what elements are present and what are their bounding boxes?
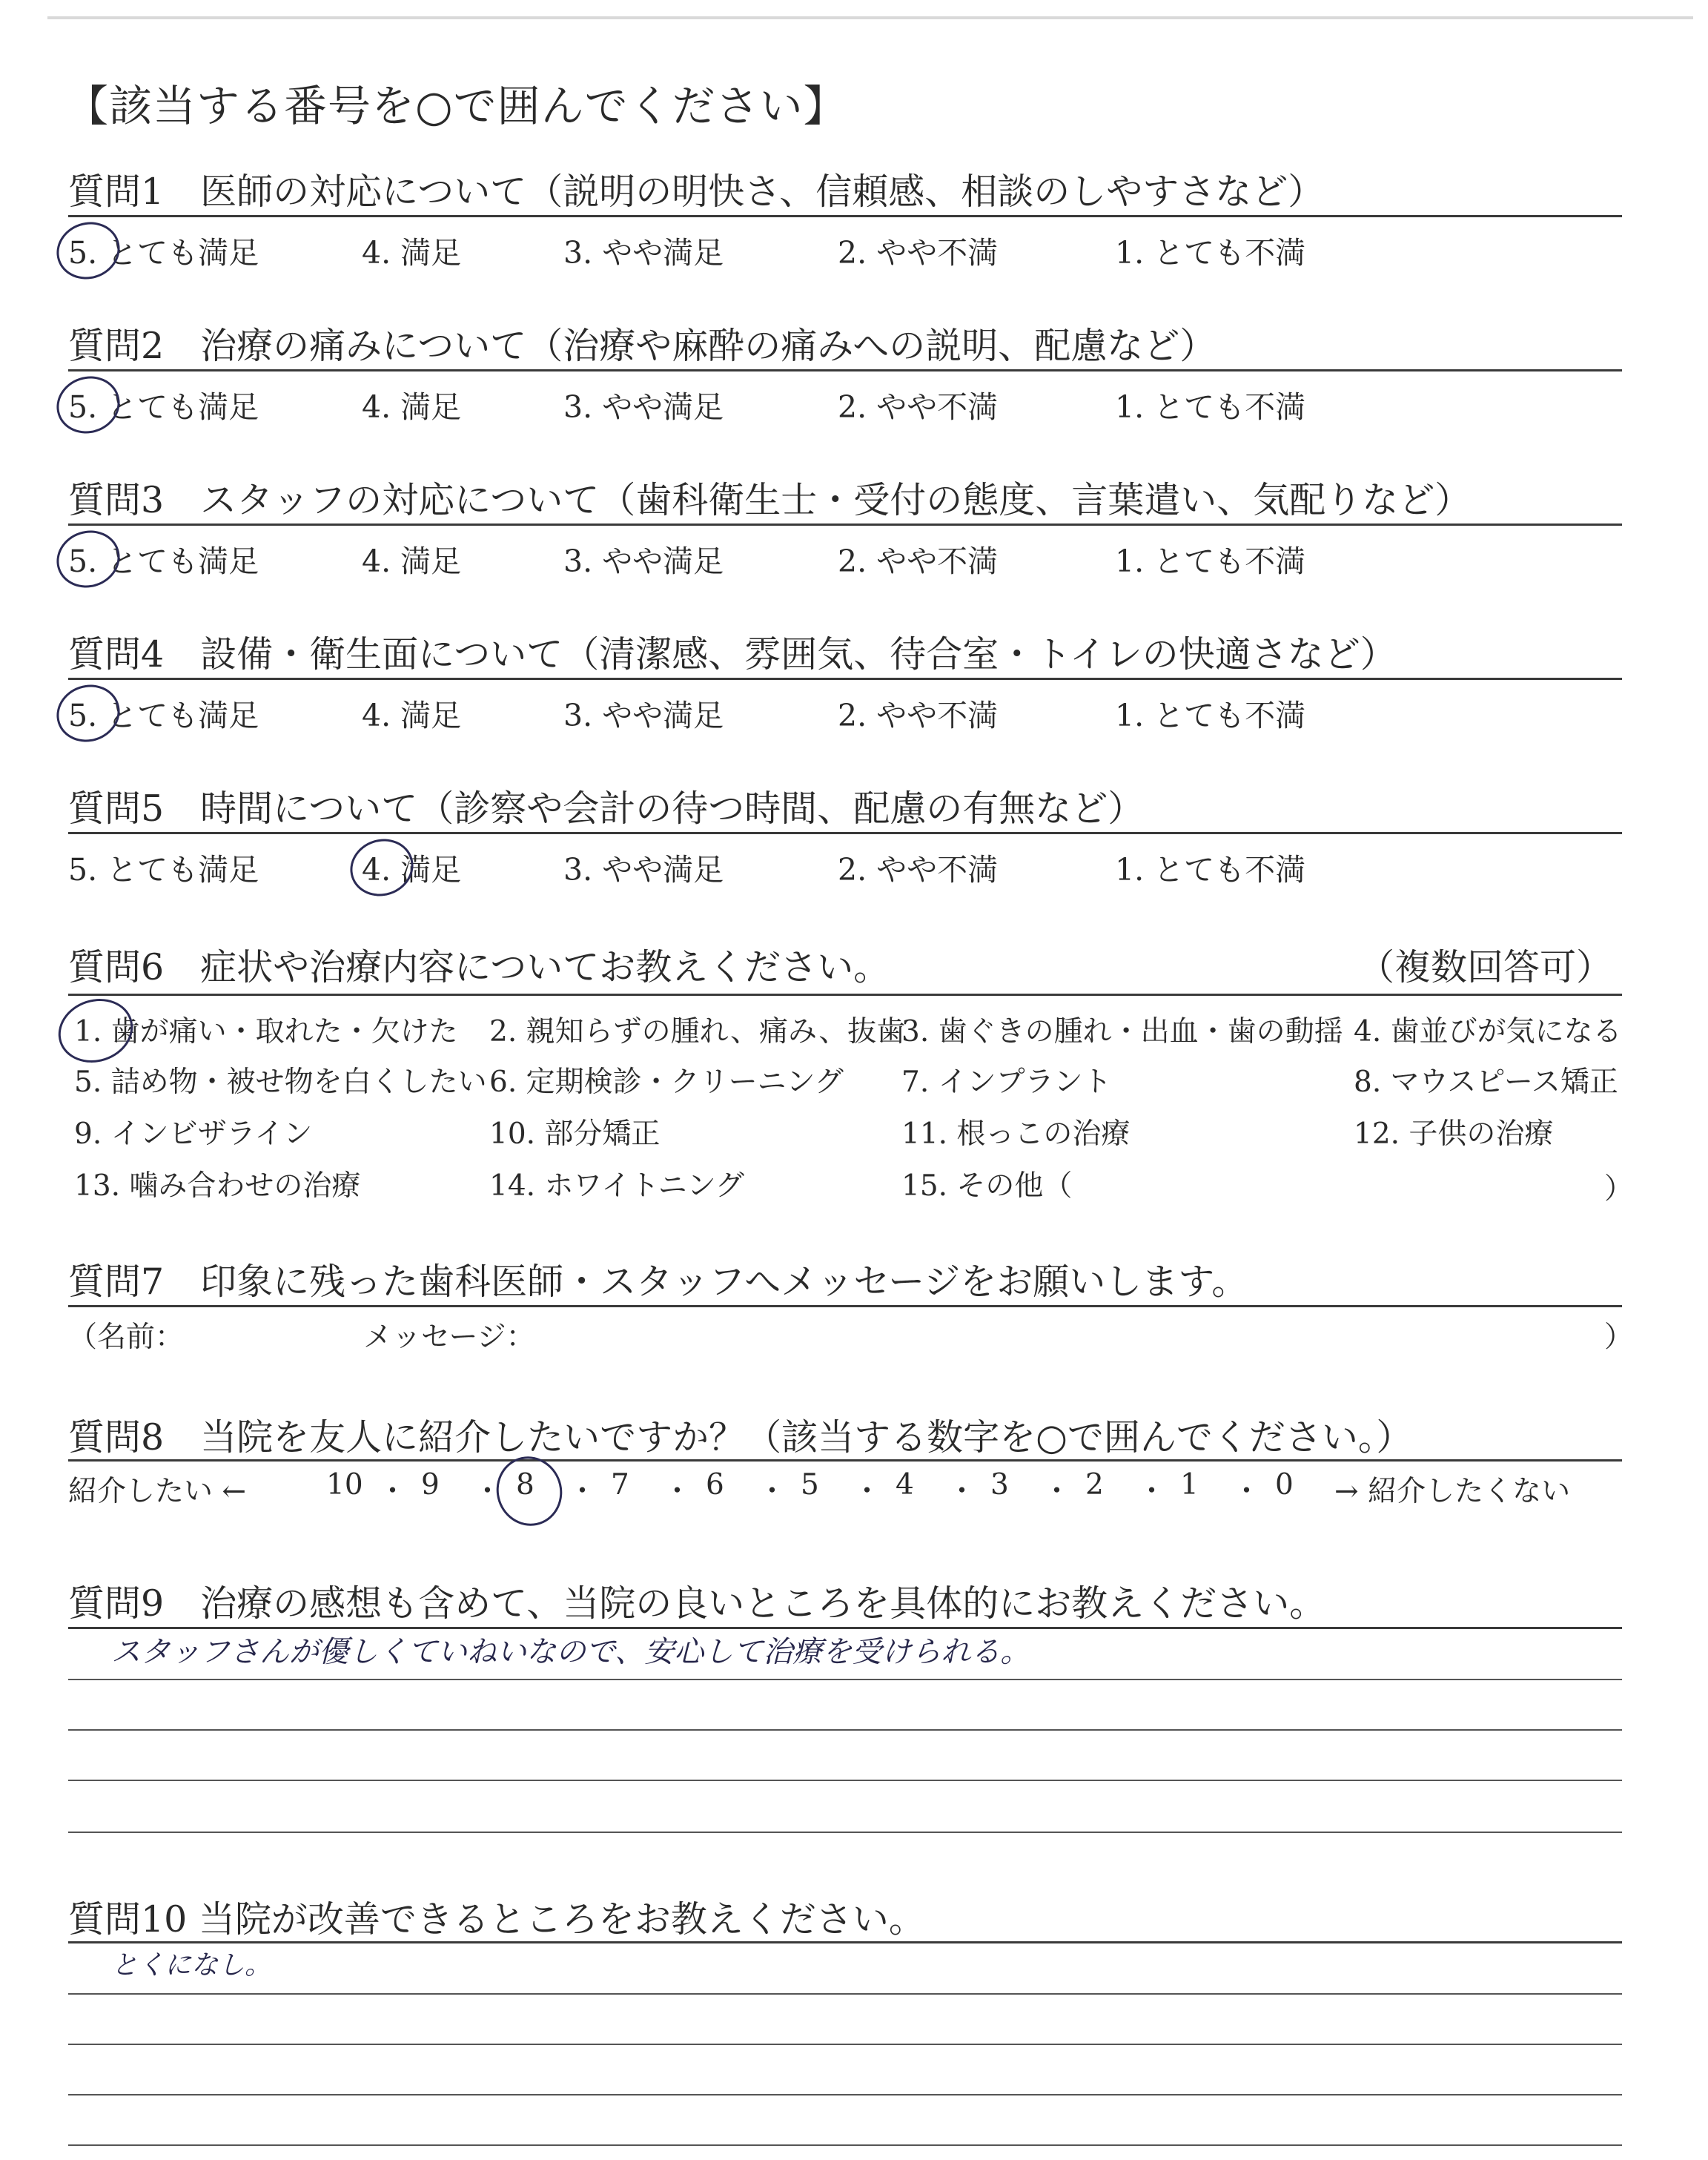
q2-handdrawn-circle [49,369,127,442]
q1-option-2[interactable]: 2. やや不満 [838,235,999,271]
q10-rule [68,1941,1622,1943]
q6-option-9[interactable]: 9. インビザライン [74,1117,313,1151]
q1-rule [68,215,1622,217]
q5-handdrawn-circle [342,831,420,905]
q6-option-4[interactable]: 4. 歯並びが気になる [1354,1015,1622,1048]
q4-handdrawn-circle [49,677,127,750]
q8-scale-5[interactable]: 5 [801,1468,819,1502]
q2-rule [68,369,1622,371]
q8-scale-separator: ・ [663,1475,692,1508]
q3-option-2[interactable]: 2. やや不満 [838,544,999,579]
q8-scale-separator: ・ [947,1475,977,1508]
q8-scale-1[interactable]: 1 [1180,1468,1199,1502]
q1-option-4[interactable]: 4. 満足 [362,235,462,271]
q9-writing-line [68,1679,1622,1680]
q6-rule [68,994,1622,996]
q6-option-10[interactable]: 10. 部分矯正 [489,1117,661,1151]
q7-close: ） [1604,1321,1634,1354]
q8-scale-3[interactable]: 3 [990,1468,1009,1502]
q3-handdrawn-circle [49,523,127,596]
q8-left-label: 紹介したい ← [68,1475,247,1508]
q5-option-3[interactable]: 3. やや満足 [563,852,724,888]
q5-option-1[interactable]: 1. とても不満 [1115,852,1306,888]
q1-handdrawn-circle [49,214,127,288]
q8-right-label: → 紹介したくない [1334,1475,1571,1508]
q8-scale-separator: ・ [378,1475,408,1508]
q6-option-8[interactable]: 8. マウスピース矯正 [1354,1066,1618,1099]
q6-option-11[interactable]: 11. 根っこの治療 [901,1117,1131,1151]
q2-option-4[interactable]: 4. 満足 [362,389,462,425]
q6-option-14[interactable]: 14. ホワイトニング [489,1169,744,1203]
q1-option-1[interactable]: 1. とても不満 [1115,235,1306,271]
q2-title: 質問2 治療の痛みについて（治療や麻酔の痛みへの説明、配慮など） [68,325,1217,367]
q5-option-5[interactable]: 5. とても満足 [68,852,259,888]
q8-scale-separator: ・ [473,1475,503,1508]
q3-option-4[interactable]: 4. 満足 [362,544,462,579]
q7-name-label: （名前： [68,1321,185,1354]
q6-option-13[interactable]: 13. 噛み合わせの治療 [74,1169,361,1203]
q6-option-12[interactable]: 12. 子供の治療 [1354,1117,1554,1151]
page-top-edge [47,16,1693,19]
q6-option-15[interactable]: 15. その他（ [901,1169,1073,1203]
q9-title: 質問9 治療の感想も含めて、当院の良いところを具体的にお教えください。 [68,1582,1326,1625]
q8-scale-separator: ・ [1137,1475,1167,1508]
q4-option-3[interactable]: 3. やや満足 [563,698,724,733]
q5-rule [68,832,1622,834]
q6-title: 質問6 症状や治療内容についてお教えください。 [68,946,890,988]
q3-rule [68,524,1622,526]
q6-option-2[interactable]: 2. 親知らずの腫れ、痛み、抜歯 [489,1015,906,1048]
q7-title: 質問7 印象に残った歯科医師・スタッフへメッセージをお願いします。 [68,1261,1248,1303]
q8-scale-2[interactable]: 2 [1085,1468,1104,1502]
q8-scale-separator: ・ [1232,1475,1262,1508]
q2-option-1[interactable]: 1. とても不満 [1115,389,1306,425]
q10-writing-line [68,2044,1622,2045]
q8-scale-7[interactable]: 7 [611,1468,629,1502]
q3-option-1[interactable]: 1. とても不満 [1115,544,1306,579]
q10-writing-line [68,2094,1622,2095]
q8-scale-10[interactable]: 10 [326,1468,363,1502]
q8-scale-separator: ・ [568,1475,598,1508]
instruction-heading: 【該当する番号を○で囲んでください】 [65,81,847,131]
q10-writing-line [68,1993,1622,1995]
q6-note: （複数回答可） [1358,946,1613,988]
q4-option-1[interactable]: 1. とても不満 [1115,698,1306,733]
q9-writing-line [68,1832,1622,1833]
q10-writing-line [68,2144,1622,2146]
q3-option-5[interactable]: 5. とても満足 [68,544,259,579]
q8-scale-6[interactable]: 6 [706,1468,724,1502]
q6-option-5[interactable]: 5. 詰め物・被せ物を白くしたい [74,1066,487,1099]
q4-option-5[interactable]: 5. とても満足 [68,698,259,733]
q2-option-3[interactable]: 3. やや満足 [563,389,724,425]
q6-option-7[interactable]: 7. インプラント [901,1066,1112,1099]
q5-title: 質問5 時間について（診察や会計の待つ時間、配慮の有無など） [68,787,1145,830]
q6-other-close: ） [1604,1172,1634,1206]
q5-option-4[interactable]: 4. 満足 [362,852,462,888]
q9-writing-line [68,1780,1622,1781]
q3-option-3[interactable]: 3. やや満足 [563,544,724,579]
q7-rule [68,1305,1622,1307]
q8-scale-separator: ・ [1042,1475,1072,1508]
q4-option-2[interactable]: 2. やや不満 [838,698,999,733]
q7-message-label: メッセージ： [363,1321,535,1354]
q10-title: 質問10 当院が改善できるところをお教えください。 [68,1898,925,1941]
q8-scale-separator: ・ [758,1475,787,1508]
q1-option-5[interactable]: 5. とても満足 [68,235,259,271]
q1-title: 質問1 医師の対応について（説明の明快さ、信頼感、相談のしやすさなど） [68,171,1325,213]
q5-option-2[interactable]: 2. やや不満 [838,852,999,888]
q9-writing-line [68,1729,1622,1731]
q8-scale-8[interactable]: 8 [516,1468,534,1502]
q1-option-3[interactable]: 3. やや満足 [563,235,724,271]
q3-title: 質問3 スタッフの対応について（歯科衛生士・受付の態度、言葉遣い、気配りなど） [68,479,1472,521]
q4-title: 質問4 設備・衛生面について（清潔感、雰囲気、待合室・トイレの快適さなど） [68,633,1397,676]
q2-option-5[interactable]: 5. とても満足 [68,389,259,425]
q2-option-2[interactable]: 2. やや不満 [838,389,999,425]
q6-option-1[interactable]: 1. 歯が痛い・取れた・欠けた [74,1015,458,1048]
q4-option-4[interactable]: 4. 満足 [362,698,462,733]
q4-rule [68,678,1622,680]
q8-scale-4[interactable]: 4 [896,1468,914,1502]
q10-handwritten-answer: とくになし。 [111,1950,272,1981]
q6-option-3[interactable]: 3. 歯ぐきの腫れ・出血・歯の動揺 [901,1015,1343,1048]
q8-rule [68,1459,1622,1462]
q6-option-6[interactable]: 6. 定期検診・クリーニング [489,1066,844,1099]
q8-scale-9[interactable]: 9 [421,1468,440,1502]
q8-scale-0[interactable]: 0 [1275,1468,1294,1502]
q8-title: 質問8 当院を友人に紹介したいですか？（該当する数字を○で囲んでください。） [68,1416,1413,1459]
q9-handwritten-answer: スタッフさんが優しくていねいなので、安心して治療を受けられる。 [111,1635,1030,1669]
q8-scale-separator: ・ [853,1475,882,1508]
